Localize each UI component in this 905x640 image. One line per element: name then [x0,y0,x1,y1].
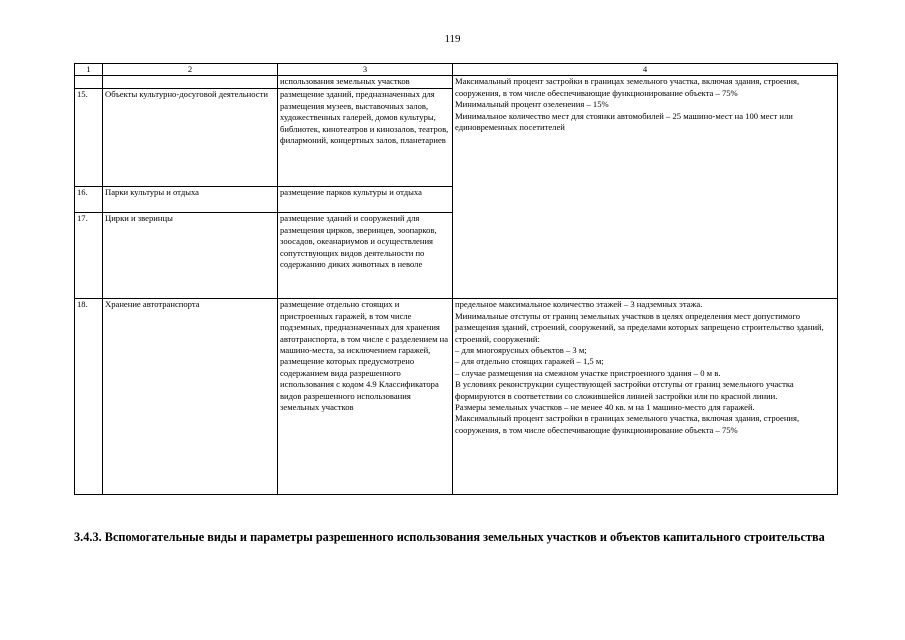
row-number: 18. [75,299,103,495]
land-use-table [74,63,838,495]
use-name: Цирки и зверинцы [103,213,278,299]
table-header-row [75,64,838,76]
section-heading: 3.4.3. Вспомогательные виды и параметры разрешенного использования земельных участков и объектов капитального строительства [74,530,825,544]
table-row-18 [75,299,838,495]
cell-empty [75,76,103,89]
param-reconstruction: В условиях реконструкции существующей застройки отступы от границ земельного участка формируются в соответствии со сложившейся линией застройки или по красной линии. [455,379,794,401]
header-col-2: 2 [103,64,278,76]
use-description: размещение зданий и сооружений для размещения цирков, зверинцев, зоопарков, зоосадов, океанариумов и осуществления сопутствующих видов деятельности по содержанию диких животных в неволе [278,213,453,299]
param-max-coverage: Максимальный процент застройки в границах земельного участка, включая здания, строения, сооружения, в том числе обеспечивающие функционирование объекта – 75% [455,413,800,435]
param-max-floors: предельное максимальное количество этажей – 3 надземных этажа. [455,299,703,310]
param-plot-size: Размеры земельных участков – не менее 40 кв. м на 1 машино-место для гаражей. [455,402,755,413]
use-description: размещение отдельно стоящих и пристроенных гаражей, в том числе подземных, предназначенных для хранения автотранспорта, в том числе с разделением на машино-места, за исключением гаражей, размещение которых предусмотрено содержанием вида разрешенного использования с кодом 4.9 Классификатора видов разрешенного использования земельных участков [278,299,453,495]
page-number: 119 [444,33,461,45]
header-col-4: 4 [453,64,838,76]
param-setback-bullet: – для отдельно стоящих гаражей – 1,5 м; [455,356,604,367]
table-row-continuation [75,76,838,89]
cell-empty [103,76,278,89]
param-setback-bullet: – случае размещения на смежном участке пристроенного здания – 0 м в. [455,367,721,378]
use-description: размещение зданий, предназначенных для размещения музеев, выставочных залов, художественных галерей, домов культуры, библиотек, кинотеатров и кинозалов, театров, филармоний, концертных залов, планетариев [278,89,453,187]
header-col-1: 1 [75,64,103,76]
use-description: размещение парков культуры и отдыха [278,187,453,213]
use-description-continued: использования земельных участков [278,76,453,89]
row-number: 15. [75,89,103,187]
param-min-greenery: Минимальный процент озеленения – 15% [455,99,609,110]
use-name: Хранение автотранспорта [103,299,278,495]
param-max-coverage: Максимальный процент застройки в границах земельного участка, включая здания, строения, сооружения, в том числе обеспечивающие функционирование объекта – 75% [455,76,800,98]
param-setback-bullet: – для многоярусных объектов – 3 м; [455,345,587,356]
row-number: 17. [75,213,103,299]
parking-parameters-cell [453,299,838,495]
use-name: Парки культуры и отдыха [103,187,278,213]
header-col-3: 3 [278,64,453,76]
param-min-parking: Минимальное количество мест для стоянки автомобилей – 25 машино-мест на 100 мест или единовременных посетителей [455,110,793,133]
shared-parameters-cell [453,76,838,299]
param-setbacks-intro: Минимальные отступы от границ земельных участков в целях определения мест допустимого размещения зданий, строений, сооружений, за пределами которых запрещено строительство зданий, строений, сооружений: [455,310,824,344]
use-name: Объекты культурно-досуговой деятельности [103,89,278,187]
row-number: 16. [75,187,103,213]
